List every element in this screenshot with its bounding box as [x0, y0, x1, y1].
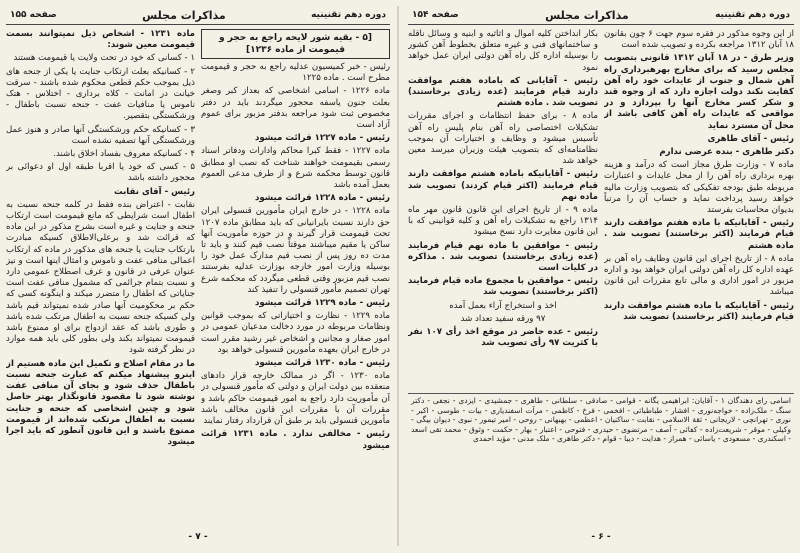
- vote-count: ۹۷ ورقه سفید تعداد شد: [460, 313, 546, 324]
- speaker-line: رئیس - موافقین با ماده نهم قیام فرمایند (عده زیادی برخاستند) تصویب شد . مذاکره در کلیات است: [408, 240, 598, 274]
- right-header-page-label: صفحه ۱۵۴: [412, 10, 459, 20]
- paragraph: ماده ۷ - وزارت طرق مجاز است که درآمد و هزینه بهره برداری راه آهن را از محل عایدات و اعتبارات مربوطه طبق بودجه تفکیکی که بتصویب وزارت مالیه خواهد رسید پرداخت نماید و حساب آن را مرتباً بدیوان محاسبات بفرستد: [604, 160, 794, 216]
- left-header-page-label: صفحه ۱۵۵: [10, 10, 57, 20]
- paragraph: از این وجوه مذکور در فقره سوم جهت ۶ چون بقانون ۱۸ آبان ۱۳۱۲ مراجعه بکرده و تصویب شده است: [604, 29, 794, 51]
- speaker-line: رئیس - آقایانی که باماده هفتم موافقت دارند قیام فرمایند (عده زیادی برخاستند) تصویب شد . ماده هشتم: [408, 75, 598, 109]
- list-item: ۵ - کسی که خود یا اقربا طبقه اول او دعوائی بر محجور داشته باشد: [6, 162, 195, 184]
- paragraph: ماده ۱۲۲۹ - نظارت و اختیاراتی که بموجب قوانین ونظامات مربوطه در مورد دخالت مدعیان عمومی در امور صغار و مجانین و اشخاص غیر رشید مقرر است در خارج ایران بعهده مأمورین قنسولی خواهد بود: [201, 311, 390, 355]
- section-heading-box: [۵ - بقیه شور لایحه راجع به حجر و قیمومت از ماده ۱۲۳۶]: [201, 29, 390, 59]
- list-item: ۲ - کسانیکه بعلت ارتکاب جنایت یا یکی از جنحه های ذیل بموجب حکم قطعی محکوم شده باشند - سرقت خیانت در امانت - کلاه برداری - اختلاس - هتک ناموس یا منافیات عفت - جنحه نسبت باطفال - ورشکستگی بتقصیر.: [6, 66, 195, 122]
- left-column-right: [201, 29, 390, 527]
- paragraph: رئیس - خبر کمیسیون عدلیه راجع به حجر و قیمومت مطرح است . ماده ۱۲۲۵: [201, 62, 390, 84]
- right-page: [408, 6, 794, 546]
- speaker-line: رئیس - ماده ۱۲۲۸ قرائت میشود: [255, 193, 390, 204]
- vote-note: اخذ و استخراج آراء بعمل آمده: [449, 300, 557, 311]
- speaker-line: دکتر طاهری - بنده عرضی ندارم: [659, 147, 794, 158]
- paragraph: ماده ۸ - برای حفظ انتظامات و اجرای مقررات تشکیلات اختصاصی راه آهن بنام پلیس راه آهن تأسیس میشود و وظایف و اختیارات آن بموجب نظامنامه‌ای که بتصویب هیئت وزیران میرسد معین خواهد شد: [408, 111, 598, 167]
- right-header-title: مذاکرات مجلس: [545, 8, 629, 22]
- footnote-divider: [408, 393, 794, 394]
- list-item: ۱ - کسانی که خود در تحت ولایت یا قیمومت هستند: [13, 53, 195, 64]
- footnote-heading: اسامی رای دهندگان: [727, 396, 791, 405]
- right-page-header: [408, 6, 794, 25]
- page-gutter: [397, 6, 399, 546]
- right-header-session: دوره دهم تقنینیه: [715, 10, 790, 20]
- paragraph: بکار انداختن کلیه اموال و اثاثیه و ابنیه و وسائل ناقله و ساختمانهای فنی و غیره متعلق بخطوط آهن کشور را بوسیله اداره کل راه آهن دولتی ایران عمل خواهد نمود: [408, 29, 598, 73]
- right-column-right: [604, 29, 794, 391]
- speaker-line: رئیس - آقایانیکه با ماده هشتم موافقت دارند قیام فرمایند (اکثر برخاستند) تصویب شد: [604, 300, 794, 322]
- left-column-left: [6, 29, 195, 527]
- speaker-line: رئیس - آقای طاهری: [707, 133, 794, 144]
- left-header-title: مذاکرات مجلس: [142, 8, 226, 22]
- left-page-number: - ۷ -: [188, 532, 208, 542]
- right-page-number: - ۶ -: [591, 532, 611, 542]
- speaker-line: رئیس - آقای نقابت: [113, 186, 195, 197]
- right-column-left: [408, 29, 598, 391]
- paragraph: ماده ۱۲۳۰ - اگر در ممالک خارجه قرار دادهای منعقده بین دولت ایران و دولتی که مأمور قنسولی در آن مأموریت دارد راجع به امور قیمومت حاکم باشد و مقررات آن با مقررات این قانون مخالف باشد مأمورین قنسولی باید بر طبق آن قرارداد رفتار نمایند: [201, 371, 390, 427]
- left-page-header: [6, 6, 390, 25]
- left-page: [6, 6, 390, 546]
- speaker-line: وزیر طرق - در ۱۸ آبان ۱۳۱۲ قانونی بتصویب مجلس رسید که برای مخارج بهرهبرداری راه آهن شمال و جنوب از عایدات خود راه آهن کفایت نکند دولت اجازه دارد که از وجوه قند و شکر کسر مخارج آنها را بپردازد و در مواقعی که عایدات راه آهن کافی باشد از محل آن مسترد نماید: [604, 53, 794, 131]
- speaker-line: رئیس - ماده ۱۲۳۰ قرائت میشود: [255, 358, 390, 369]
- speaker-line: رئیس - موافقین با مجموع ماده قیام فرمایند (اکثر برخاستند) تصویب شد: [408, 276, 598, 298]
- speaker-line: رئیس - آقایانیکه باماده هشتم موافقت دارند قیام فرمایند (اکثر قیام کردند) تصویب شد ماده نهم: [408, 169, 598, 202]
- paragraph: ماده ۱۲۲۶ - اسامی اشخاصی که بعداز کبر وصغر بعلت جنون یاسفه محجور میگردند باید در دفتر مخصوص ثبت شود مراجعه بدفتر مزبور برای عموم آزاد است: [201, 86, 390, 131]
- paragraph: ماده ۱۲۳۱ - اشخاص ذیل نمیتوانند بسمت قیمومت معین شوند:: [6, 29, 195, 51]
- speaker-line: رئیس - آقایانیکه با ماده هفتم موافقت دارند قیام فرمایند (اکثر برخاستند) تصویب شد . ماده هشتم: [604, 218, 794, 251]
- speaker-line: رئیس - عده حاضر در موقع اخذ رأی ۱۰۷ نفر با کثریت ۹۷ رأی تصویب شد: [408, 327, 598, 349]
- list-item: ۴ - کسانیکه معروف بفساد اخلاق باشند.: [53, 149, 195, 160]
- left-page-columns: [6, 29, 390, 527]
- left-header-session: دوره دهم تقنینیه: [311, 10, 386, 20]
- list-item: ۳ - کسانیکه حکم ورشکستگی آنها صادر و هنوز عمل ورشکستگی آنها تصفیه نشده است: [6, 124, 195, 146]
- paragraph: ماده ۱۲۲۸ - در خارج ایران مأمورین قنسولی ایران حق دارند نسبت بایرانیانی که باید مطابق ماده ۱۲۰۷ تحت قیمومت قرار گیرند و در حوزه مأموریت آنها ساکن یا مقیم میباشند موقتاً نصب قیم کنند و باید تا مدت ده روز پس از نصب قیم مدارک عمل خود را بوسیله وزارت امور خارجه بوزارت عدلیه بفرستند نصب قیم مزبور وقتی قطعی میگردد که محکمه شرع تهران تصمیم مأمور قنسولی را تنفیذ کند: [201, 206, 390, 295]
- footnote-block: [408, 396, 794, 536]
- paragraph: ماده ۱۲۲۷ - فقط کبرا محاکم وادارات ودفاتر اسناد رسمی بقیمومت خواهند شناخت که نصب او مطابق قانون توسط محکمه شرع و از طرف مدعی العموم بعمل آمده باشد: [201, 146, 390, 191]
- speaker-line: رئیس - مخالفی ندارد . ماده ۱۲۳۱ قرائت میشود: [201, 429, 390, 451]
- paragraph: ماده ۹ - از تاریخ اجرای این قانون قانون مهر ماه ۱۳۱۴ راجع به تشکیلات راه آهن و کلیه قوانینی که با این قانون مغایرت دارد نسخ میشود: [408, 205, 598, 238]
- footnote-text: ۱ - آقایان: ابراهیمی یگانه - قوامی - صادقی - سلطانی - طاهری - جمشیدی - ایزدی - نجفی - دکتر سنگ - ملک‌زاده - خواجه‌نوری - افشار - طباطبائی - افخمی - فرخ - کاظمی - مرآت اسفندیاری - بیات - طوسی - اکبر - نوری - تهرانچی - لاریجانی - ثقة الاسلامی - نقابت - ساکنیان - اعظمی - بهبهانی - روحی - امیر تیمور - نبوی - دیوان بیگی - وکیلی - موقر - شریعت‌زاده - کفائی - آصف - مرتضوی - حیدری - فتوحی - اعتبار - بهار - حکمت - وثوق - محمد تقی اسعد - اسکندری - مسعودی - یاسائی - همراز - هدایت - دیبا - قوام - دکتر طاهری - ملک مدنی - مؤید احمدی: [411, 396, 791, 444]
- paragraph: نقابت - اعتراض بنده فقط در کلمه جنحه نسبت به اطفال است شرایطی که مانع قیمومت است ارتکاب جنحه و جنایت و غیره است بشرح مذکور در این ماده که قرائت شد و برعلی‌الاطلاق کسیکه مبادرت بارتکاب جنایت یا جنحه های مذکور در ماده که ارتکاب اعمالی منافی عفت و ناموس و امثال اینها است و نیز عنوان عرفی در قانون و عرف اصطلاح عمومی دارد و نسبت بتمام جرائمی که مشمول منافی عفت است جنایاتی که اطفال را متضرر میکند و اینگونه کسی که حکم بر محکومیت آنها صادر شده نمیتواند قیم باشد ولی کسیکه جنحه نسبت به اطفال مرتکب شده باشد و طوری باشد که عقد ازدواج برای او ممنوع باشد قیمومت نمیتواند بکند ولی بطور کلی باید همه موارد در نظر گرفته شود: [6, 199, 195, 356]
- paragraph: ما در مقام اصلاح و تکمیل این ماده هستیم از اینرو پیشنهاد میکنم که عبارت جنحه نسبت باطفال حذف شود و بجای آن منافی عفت نوشته شود تا مقصود قانونگذار بهتر حاصل شود و چنین اشخاصی که جنحه و جنایت نسبت به اطفال مرتکب شده‌اند از قیمومت ممنوع باشند و این قانون آنطور که باید اجرا میشود: [6, 358, 195, 448]
- paragraph: ماده ۸ - از تاریخ اجرای این قانون وظایف راه آهن بر عهده اداره کل راه آهن دولتی ایران خواهد بود و اداره مزبور در امور اداری و مالی تابع مقررات این قانون میباشد: [604, 253, 794, 298]
- speaker-line: رئیس - ماده ۱۲۲۹ قرائت میشود: [255, 298, 390, 309]
- speaker-line: رئیس - ماده ۱۲۲۷ قرائت میشود: [255, 133, 390, 144]
- right-page-columns: [408, 29, 794, 391]
